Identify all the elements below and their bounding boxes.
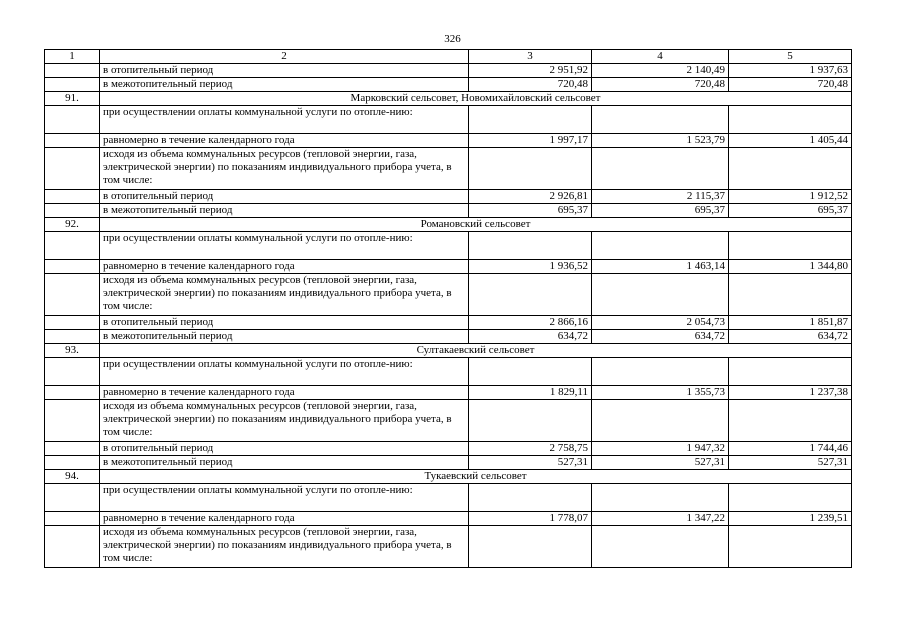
value-col-4: 1 355,73 (592, 386, 729, 400)
number-cell (45, 330, 100, 344)
value-col-5: 1 237,38 (729, 386, 852, 400)
table-row (45, 148, 852, 190)
table-row (45, 232, 852, 260)
empty-cell (729, 526, 852, 568)
section-title: Тукаевский сельсовет (100, 470, 852, 484)
table-row (45, 204, 852, 218)
empty-cell (469, 232, 592, 260)
section-title: Марковский сельсовет, Новомихайловский сельсовет (100, 92, 852, 106)
row-label: в межотопительный период (100, 204, 469, 218)
value-col-5: 1 344,80 (729, 260, 852, 274)
empty-cell (729, 400, 852, 442)
header-col-3: 3 (469, 50, 592, 64)
header-col-5: 5 (729, 50, 852, 64)
empty-cell (469, 400, 592, 442)
number-cell (45, 386, 100, 400)
empty-cell (469, 148, 592, 190)
table-row (45, 260, 852, 274)
value-col-5: 695,37 (729, 204, 852, 218)
value-col-5: 1 851,87 (729, 316, 852, 330)
row-label: в отопительный период (100, 316, 469, 330)
table-row (45, 190, 852, 204)
value-col-3: 1 997,17 (469, 134, 592, 148)
row-label: равномерно в течение календарного года (100, 134, 469, 148)
tariff-table (44, 49, 852, 568)
number-cell (45, 64, 100, 78)
empty-cell (592, 148, 729, 190)
row-label: исходя из объема коммунальных ресурсов (тепловой энергии, газа, электрической энергии) по показаниям индивидуального прибора учета, в том числе: (100, 274, 469, 316)
number-cell (45, 456, 100, 470)
value-col-5: 527,31 (729, 456, 852, 470)
value-col-5: 1 405,44 (729, 134, 852, 148)
number-cell (45, 78, 100, 92)
header-col-1: 1 (45, 50, 100, 64)
section-number: 93. (45, 344, 100, 358)
value-col-5: 1 912,52 (729, 190, 852, 204)
section-heading-row (45, 470, 852, 484)
value-col-5: 1 937,63 (729, 64, 852, 78)
row-label: в отопительный период (100, 190, 469, 204)
row-label: в отопительный период (100, 64, 469, 78)
value-col-3: 2 758,75 (469, 442, 592, 456)
value-col-3: 2 926,81 (469, 190, 592, 204)
row-label: при осуществлении оплаты коммунальной услуги по отопле-нию: (100, 232, 469, 260)
table-row (45, 134, 852, 148)
value-col-4: 2 054,73 (592, 316, 729, 330)
empty-cell (592, 274, 729, 316)
value-col-3: 2 866,16 (469, 316, 592, 330)
table-row (45, 512, 852, 526)
section-title: Романовский сельсовет (100, 218, 852, 232)
number-cell (45, 134, 100, 148)
empty-cell (592, 526, 729, 568)
number-cell (45, 204, 100, 218)
number-cell (45, 358, 100, 386)
table-row (45, 400, 852, 442)
value-col-3: 1 936,52 (469, 260, 592, 274)
section-heading-row (45, 344, 852, 358)
table-row (45, 78, 852, 92)
row-label: в межотопительный период (100, 78, 469, 92)
table-row (45, 386, 852, 400)
empty-cell (729, 232, 852, 260)
value-col-4: 2 115,37 (592, 190, 729, 204)
number-cell (45, 232, 100, 260)
header-row (45, 50, 852, 64)
number-cell (45, 442, 100, 456)
section-number: 94. (45, 470, 100, 484)
number-cell (45, 484, 100, 512)
table-row (45, 484, 852, 512)
row-label: равномерно в течение календарного года (100, 260, 469, 274)
value-col-4: 720,48 (592, 78, 729, 92)
empty-cell (729, 484, 852, 512)
value-col-4: 695,37 (592, 204, 729, 218)
table-row (45, 106, 852, 134)
header-col-2: 2 (100, 50, 469, 64)
value-col-3: 634,72 (469, 330, 592, 344)
value-col-3: 1 829,11 (469, 386, 592, 400)
value-col-3: 720,48 (469, 78, 592, 92)
empty-cell (469, 274, 592, 316)
empty-cell (592, 106, 729, 134)
value-col-3: 527,31 (469, 456, 592, 470)
empty-cell (729, 274, 852, 316)
value-col-5: 720,48 (729, 78, 852, 92)
empty-cell (729, 148, 852, 190)
value-col-4: 2 140,49 (592, 64, 729, 78)
value-col-4: 1 523,79 (592, 134, 729, 148)
number-cell (45, 260, 100, 274)
value-col-4: 1 347,22 (592, 512, 729, 526)
number-cell (45, 526, 100, 568)
row-label: в отопительный период (100, 442, 469, 456)
row-label: при осуществлении оплаты коммунальной услуги по отопле-нию: (100, 358, 469, 386)
value-col-5: 634,72 (729, 330, 852, 344)
section-heading-row (45, 218, 852, 232)
value-col-4: 1 463,14 (592, 260, 729, 274)
value-col-5: 1 239,51 (729, 512, 852, 526)
table-row (45, 274, 852, 316)
row-label: при осуществлении оплаты коммунальной услуги по отопле-нию: (100, 106, 469, 134)
row-label: исходя из объема коммунальных ресурсов (тепловой энергии, газа, электрической энергии) по показаниям индивидуального прибора учета, в том числе: (100, 400, 469, 442)
table-row (45, 64, 852, 78)
table-row (45, 330, 852, 344)
empty-cell (592, 400, 729, 442)
empty-cell (592, 484, 729, 512)
table-row (45, 526, 852, 568)
row-label: равномерно в течение календарного года (100, 386, 469, 400)
value-col-3: 695,37 (469, 204, 592, 218)
empty-cell (469, 484, 592, 512)
table-row (45, 456, 852, 470)
value-col-4: 1 947,32 (592, 442, 729, 456)
row-label: в межотопительный период (100, 330, 469, 344)
table-row (45, 316, 852, 330)
row-label: исходя из объема коммунальных ресурсов (тепловой энергии, газа, электрической энергии) по показаниям индивидуального прибора учета, в том числе: (100, 526, 469, 568)
number-cell (45, 274, 100, 316)
row-label: при осуществлении оплаты коммунальной услуги по отопле-нию: (100, 484, 469, 512)
row-label: равномерно в течение календарного года (100, 512, 469, 526)
value-col-5: 1 744,46 (729, 442, 852, 456)
page-number: 326 (444, 33, 461, 45)
empty-cell (469, 526, 592, 568)
section-number: 92. (45, 218, 100, 232)
row-label: исходя из объема коммунальных ресурсов (тепловой энергии, газа, электрической энергии) по показаниям индивидуального прибора учета, в том числе: (100, 148, 469, 190)
value-col-3: 2 951,92 (469, 64, 592, 78)
number-cell (45, 148, 100, 190)
empty-cell (469, 358, 592, 386)
number-cell (45, 106, 100, 134)
value-col-4: 527,31 (592, 456, 729, 470)
empty-cell (729, 358, 852, 386)
value-col-4: 634,72 (592, 330, 729, 344)
empty-cell (592, 232, 729, 260)
section-number: 91. (45, 92, 100, 106)
number-cell (45, 512, 100, 526)
empty-cell (469, 106, 592, 134)
number-cell (45, 190, 100, 204)
row-label: в межотопительный период (100, 456, 469, 470)
header-col-4: 4 (592, 50, 729, 64)
value-col-3: 1 778,07 (469, 512, 592, 526)
section-heading-row (45, 92, 852, 106)
section-title: Султакаевский сельсовет (100, 344, 852, 358)
table-row (45, 442, 852, 456)
number-cell (45, 400, 100, 442)
table-row (45, 358, 852, 386)
empty-cell (729, 106, 852, 134)
empty-cell (592, 358, 729, 386)
number-cell (45, 316, 100, 330)
